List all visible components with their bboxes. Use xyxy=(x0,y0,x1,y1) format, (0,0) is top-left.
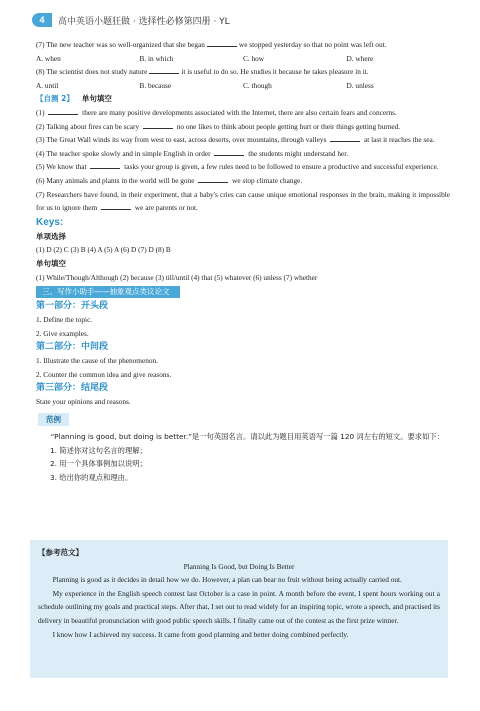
part3-text: State your opinions and reasons. xyxy=(36,397,131,407)
fill-item-2 xyxy=(36,120,450,134)
fill-text: (7) Researchers have found, in their experiment, that a baby's cries can cause unique emotional responses in the brain, making it impossible for us to ignore them xyxy=(36,189,450,213)
part2-item: 2. Counter the common idea and give reasons. xyxy=(36,369,172,379)
essay-paragraph: My experience in the English speech contest last October is a case in point. A month before the event, I spent hours working out a schedule outlining my goals and practical steps. After that, I set out to read widely for an inspiring topic, wrote a speech, and practised its delivery in beautiful pronunciation with good public speech skills. I finally came out of the contest as the first prize winner. xyxy=(38,588,440,625)
fill-text: the students might understand her. xyxy=(248,148,349,158)
requirement-item: 2. 用一个具体事例加以说明； xyxy=(50,459,147,469)
writing-banner: 三、写作小助手——抽象观点类议论文 xyxy=(36,286,180,298)
option-a: A. when xyxy=(36,53,61,63)
essay-paragraph: I know how I achieved my success. It came from good planning and better doing combined perfectly. xyxy=(52,629,349,639)
question-text: (7) The new teacher was so well-organized that she began xyxy=(36,40,205,49)
keys-mc-answers: (1) D (2) C (3) B (4) A (5) A (6) D (7) D (8) B xyxy=(36,245,171,255)
fill-text: (1) xyxy=(36,107,45,117)
fill-text: there are many positive developments associated with the Internet, there are also certain fears and concerns. xyxy=(82,107,397,117)
fill-item-4 xyxy=(36,147,450,161)
main-content xyxy=(36,38,450,484)
answer-blank xyxy=(207,38,237,47)
reference-label: 【参考范文】 xyxy=(38,548,83,557)
question-8 xyxy=(36,65,450,79)
fill-item-6 xyxy=(36,174,450,188)
keys-fill-answers: (1) While/Though/Although (2) because (3) till/until (4) that (5) whatever (6) unless (7) whether xyxy=(36,272,318,282)
option-b: B. in which xyxy=(139,53,174,63)
fill-text: (2) Talking about fires can be scary xyxy=(36,121,140,131)
example-label: 范例 xyxy=(38,413,69,426)
part1-item: 2. Give examples. xyxy=(36,328,89,338)
answer-blank xyxy=(90,160,120,169)
question-7 xyxy=(36,38,450,52)
fill-text: tasks your group is given, a few rules need to be followed to ensure a productive and successful experience. xyxy=(124,162,439,172)
fill-item-1 xyxy=(36,106,450,120)
part3-title: 第三部分：结尾段 xyxy=(36,383,109,394)
fill-text: (3) The Great Wall winds its way from west to east, across deserts, over mountains, through valleys xyxy=(36,135,327,145)
fill-item-5 xyxy=(36,160,450,174)
keys-title: Keys: xyxy=(36,216,64,228)
answer-blank xyxy=(143,120,173,129)
answer-blank xyxy=(330,133,360,142)
part2-title: 第二部分：中间段 xyxy=(36,342,109,353)
fill-text: we are parents or not. xyxy=(134,203,198,213)
writing-prompt: “Planning is good, but doing is better.”是一句英国名言。请以此为题目用英语写一篇 120 词左右的短文。要求如下： xyxy=(50,432,444,442)
question-text: it is useful to do so. He studies it because he takes pleasure in it. xyxy=(181,67,369,77)
section-name: 单句填空 xyxy=(81,94,112,104)
keys-mc-label: 单项选择 xyxy=(36,231,66,241)
section-tag: 【自测 2】 xyxy=(36,94,74,104)
part2-item: 1. Illustrate the cause of the phenomenon. xyxy=(36,356,158,366)
part1-title: 第一部分：开头段 xyxy=(36,301,109,312)
question-8-options xyxy=(36,79,450,93)
requirement-item: 1. 简述你对这句名言的理解； xyxy=(50,445,147,455)
page-number: 4 xyxy=(32,13,52,27)
option-d: D. where xyxy=(346,53,374,63)
reference-essay-box xyxy=(30,540,448,678)
answer-blank xyxy=(198,174,228,183)
fill-text: at last it reaches the sea. xyxy=(364,135,435,145)
essay-title: Planning Is Good, but Doing Is Better xyxy=(183,561,295,571)
option-c: C. though xyxy=(243,80,272,90)
question-text: we stopped yesterday so that no point was left out. xyxy=(238,40,387,49)
page-header xyxy=(32,12,230,28)
fill-text: (4) The teacher spoke slowly and in simple English in order xyxy=(36,148,211,158)
option-a: A. until xyxy=(36,80,59,90)
question-text: (8) The scientist does not study nature xyxy=(36,67,148,77)
fill-text: we stop climate change. xyxy=(232,175,303,185)
fill-item-3 xyxy=(36,133,450,147)
answer-blank xyxy=(101,201,131,210)
section-heading xyxy=(36,92,450,106)
answer-blank xyxy=(149,65,179,74)
fill-text: (6) Many animals and plants in the world will be gone xyxy=(36,175,195,185)
answer-blank xyxy=(48,106,78,115)
option-b: B. because xyxy=(139,80,172,90)
answer-blank xyxy=(214,147,244,156)
book-title: 高中英语小题狂做 · 选择性必修第四册 · YL xyxy=(58,16,230,27)
requirement-item: 3. 给出你的观点和理由。 xyxy=(50,472,133,482)
essay-paragraph: Planning is good as it decides in detail how we do. However, a plan can bear no fruit without being actually carried out. xyxy=(52,575,402,585)
question-7-options xyxy=(36,52,450,66)
option-d: D. unless xyxy=(346,80,374,90)
fill-text: no one likes to think about people getting hurt or their things getting burned. xyxy=(176,121,401,131)
keys-fill-label: 单句填空 xyxy=(36,258,66,268)
option-c: C. how xyxy=(243,53,265,63)
fill-item-7 xyxy=(36,188,450,215)
fill-text: (5) We know that xyxy=(36,162,87,172)
part1-item: 1. Define the topic. xyxy=(36,315,93,325)
